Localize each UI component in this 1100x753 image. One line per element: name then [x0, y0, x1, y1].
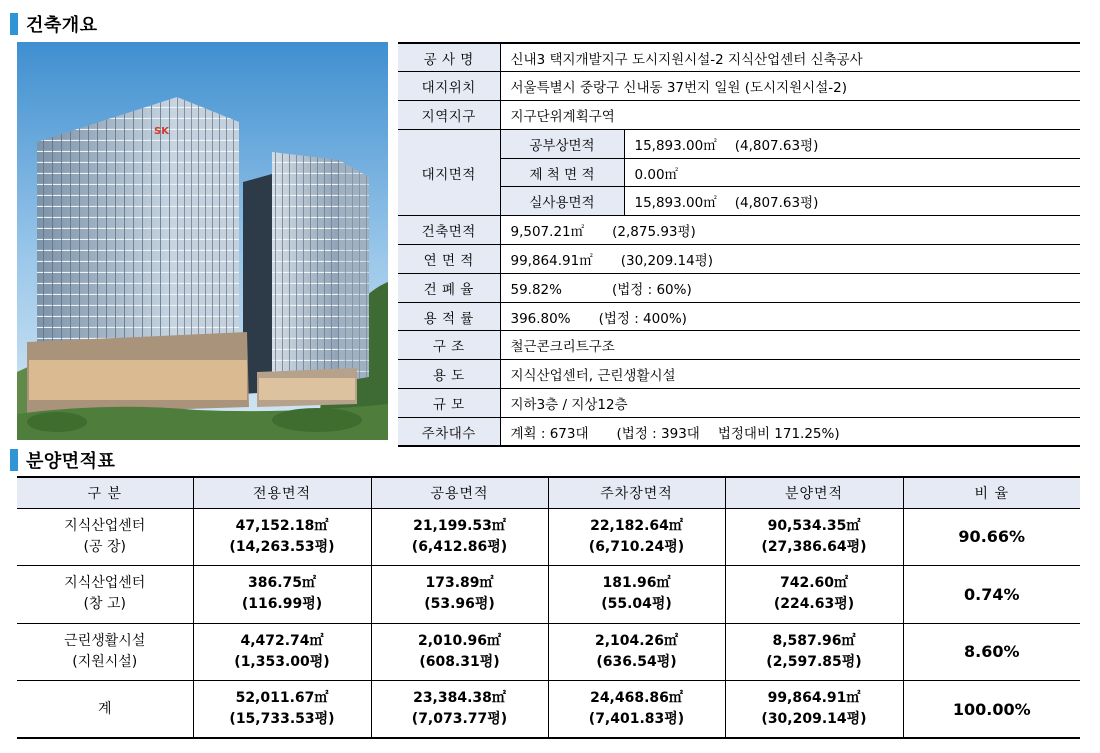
cell: 23,384.38㎡ (7,073.77평) [371, 681, 548, 739]
row-label: 지식산업센터 (창 고) [17, 566, 193, 624]
column-header: 주차장면적 [548, 477, 725, 508]
cell: 47,152.18㎡ (14,263.53평) [193, 508, 371, 566]
label: 건축면적 [398, 216, 500, 245]
table-row [17, 566, 1080, 624]
row-label: 근린생활시설 (지원시설) [17, 623, 193, 681]
overview-row-building-area [398, 216, 1080, 245]
label: 지역지구 [398, 101, 500, 130]
value: 지식산업센터, 근린생활시설 [500, 360, 1080, 389]
value: 59.82% (법정 : 60%) [500, 273, 1080, 302]
ratio-cell: 90.66% [903, 508, 1080, 566]
sublabel: 공부상면적 [500, 129, 624, 158]
label: 주차대수 [398, 417, 500, 446]
table-row [17, 508, 1080, 566]
value: 지구단위계획구역 [500, 101, 1080, 130]
overview-row-site-area-official [398, 129, 1080, 158]
label: 연 면 적 [398, 245, 500, 274]
section-title-overview [10, 10, 98, 38]
ratio-cell: 100.00% [903, 681, 1080, 739]
label: 용 적 률 [398, 302, 500, 331]
building-sign-text: SK [154, 126, 169, 137]
cell: 22,182.64㎡ (6,710.24평) [548, 508, 725, 566]
table-row [17, 623, 1080, 681]
table-header-row [17, 477, 1080, 508]
table-row-total [17, 681, 1080, 739]
overview-row-site-location [398, 72, 1080, 101]
section-title-text: 분양면적표 [26, 451, 116, 472]
building-rendering-image [17, 42, 388, 440]
overview-row-scale [398, 389, 1080, 418]
cell: 52,011.67㎡ (15,733.53평) [193, 681, 371, 739]
label: 용 도 [398, 360, 500, 389]
cell: 8,587.96㎡ (2,597.85평) [725, 623, 903, 681]
overview-row-parking [398, 417, 1080, 446]
value: 99,864.91㎡ (30,209.14평) [500, 245, 1080, 274]
cell: 21,199.53㎡ (6,412.86평) [371, 508, 548, 566]
value: 서울특별시 중랑구 신내동 37번지 일원 (도시지원시설-2) [500, 72, 1080, 101]
value: 철근콘크리트구조 [500, 331, 1080, 360]
sublabel: 실사용면적 [500, 187, 624, 216]
label: 대지위치 [398, 72, 500, 101]
cell: 742.60㎡ (224.63평) [725, 566, 903, 624]
row-label: 계 [17, 681, 193, 739]
cell: 2,104.26㎡ (636.54평) [548, 623, 725, 681]
ratio-cell: 0.74% [903, 566, 1080, 624]
row-label: 지식산업센터 (공 장) [17, 508, 193, 566]
section-marker [10, 13, 18, 35]
column-header: 전용면적 [193, 477, 371, 508]
overview-row-use [398, 360, 1080, 389]
overview-row-far [398, 302, 1080, 331]
cell: 24,468.86㎡ (7,401.83평) [548, 681, 725, 739]
building-overview-table [398, 42, 1080, 447]
overview-row-structure [398, 331, 1080, 360]
cell: 181.96㎡ (55.04평) [548, 566, 725, 624]
overview-row-site-area-actual [398, 187, 1080, 216]
overview-row-total-floor-area [398, 245, 1080, 274]
cell: 90,534.35㎡ (27,386.64평) [725, 508, 903, 566]
overview-row-zone [398, 101, 1080, 130]
column-header: 구 분 [17, 477, 193, 508]
overview-row-site-area-excluded [398, 158, 1080, 187]
value: 계획 : 673대 (법정 : 393대 법정대비 171.25%) [500, 417, 1080, 446]
overview-row-coverage [398, 273, 1080, 302]
cell: 173.89㎡ (53.96평) [371, 566, 548, 624]
cell: 99,864.91㎡ (30,209.14평) [725, 681, 903, 739]
value: 15,893.00㎡ (4,807.63평) [624, 187, 1080, 216]
label: 구 조 [398, 331, 500, 360]
value: 15,893.00㎡ (4,807.63평) [624, 129, 1080, 158]
value: 9,507.21㎡ (2,875.93평) [500, 216, 1080, 245]
ratio-cell: 8.60% [903, 623, 1080, 681]
cell: 386.75㎡ (116.99평) [193, 566, 371, 624]
value: 396.80% (법정 : 400%) [500, 302, 1080, 331]
column-header: 비 율 [903, 477, 1080, 508]
sales-area-table [17, 476, 1080, 739]
section-marker [10, 449, 18, 471]
cell: 2,010.96㎡ (608.31평) [371, 623, 548, 681]
cell: 4,472.74㎡ (1,353.00평) [193, 623, 371, 681]
column-header: 분양면적 [725, 477, 903, 508]
label: 규 모 [398, 389, 500, 418]
label: 건 폐 율 [398, 273, 500, 302]
section-title-text: 건축개요 [26, 15, 98, 36]
column-header: 공용면적 [371, 477, 548, 508]
value: 0.00㎡ [624, 158, 1080, 187]
section-title-sales-area [10, 446, 115, 474]
label: 공 사 명 [398, 43, 500, 72]
sublabel: 제 척 면 적 [500, 158, 624, 187]
value: 신내3 택지개발지구 도시지원시설-2 지식산업센터 신축공사 [500, 43, 1080, 72]
label: 대지면적 [398, 129, 500, 215]
value: 지하3층 / 지상12층 [500, 389, 1080, 418]
overview-row-project-name [398, 43, 1080, 72]
